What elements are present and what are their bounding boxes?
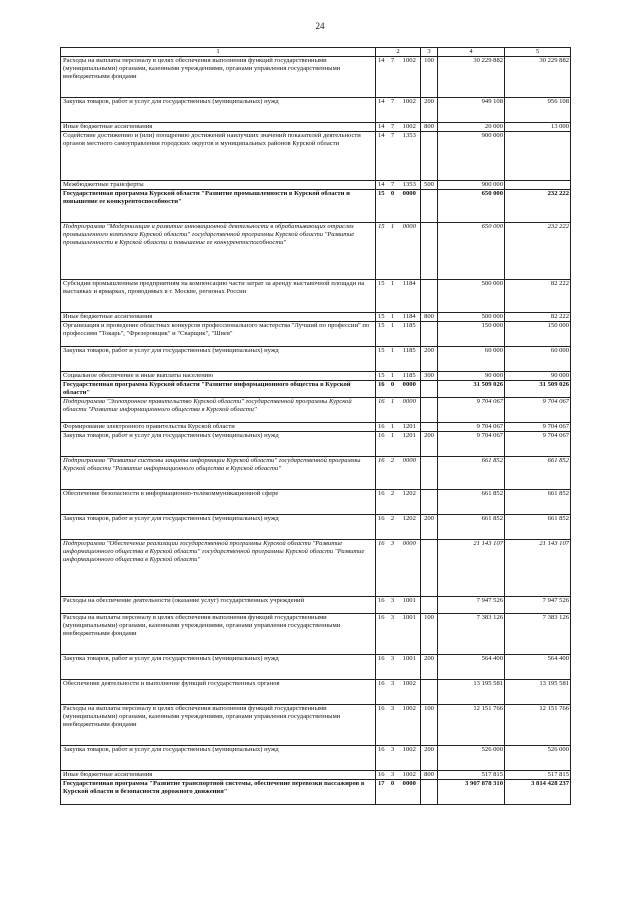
row-code-section: 15 — [376, 347, 387, 372]
row-amount-1: 31 509 026 — [438, 381, 505, 398]
row-code-subsection: 1 — [387, 280, 399, 313]
row-code-item: 0000 — [399, 540, 421, 597]
row-name: Подпрограмма "Электронное правительство Курской области" государственной программы Курской области "Развитие информационного общества в Курской области" — [61, 398, 376, 423]
row-code-section: 16 — [376, 515, 387, 540]
row-expense-type — [421, 680, 438, 705]
row-amount-2 — [505, 181, 571, 190]
row-expense-type — [421, 223, 438, 280]
row-name: Иные бюджетные ассигнования — [61, 313, 376, 322]
row-code-section: 16 — [376, 381, 387, 398]
row-code-subsection: 1 — [387, 347, 399, 372]
row-expense-type — [421, 381, 438, 398]
row-name: Расходы на выплаты персоналу в целях обеспечения выполнения функций государственными (муниципальными) органами, казенными учреждениями, органами управления государственными внебюджетными фондами — [61, 614, 376, 655]
row-amount-1: 500 000 — [438, 280, 505, 313]
row-amount-2: 7 947 526 — [505, 597, 571, 614]
budget-table — [60, 47, 571, 805]
row-code-item: 0000 — [399, 223, 421, 280]
row-amount-1: 564 400 — [438, 655, 505, 680]
row-code-section: 15 — [376, 322, 387, 347]
row-expense-type: 800 — [421, 771, 438, 780]
row-expense-type — [421, 457, 438, 490]
row-code-item: 1185 — [399, 322, 421, 347]
row-name: Обеспечение деятельности и выполнение функций государственных органов — [61, 680, 376, 705]
row-code-subsection: 3 — [387, 614, 399, 655]
row-name: Закупка товаров, работ и услуг для государственных (муниципальных) нужд — [61, 432, 376, 457]
row-code-subsection: 7 — [387, 123, 399, 132]
row-amount-2: 30 229 882 — [505, 57, 571, 98]
row-amount-1: 13 195 581 — [438, 680, 505, 705]
row-amount-2: 82 222 — [505, 313, 571, 322]
table-row — [61, 123, 571, 132]
row-code-subsection: 3 — [387, 705, 399, 746]
row-code-item: 1201 — [399, 432, 421, 457]
row-code-subsection: 3 — [387, 597, 399, 614]
row-code-item: 1002 — [399, 771, 421, 780]
row-code-subsection: 3 — [387, 680, 399, 705]
row-name: Государственная программа Курской области "Развитие промышленности в Курской области и повышение ее конкурентоспособности" — [61, 190, 376, 223]
row-code-item: 1001 — [399, 655, 421, 680]
row-code-subsection: 1 — [387, 322, 399, 347]
table-row — [61, 398, 571, 423]
table-row — [61, 57, 571, 98]
row-code-item: 1002 — [399, 123, 421, 132]
row-amount-1: 3 907 878 310 — [438, 780, 505, 805]
row-code-section: 16 — [376, 432, 387, 457]
row-code-subsection: 1 — [387, 372, 399, 381]
row-code-section: 15 — [376, 372, 387, 381]
row-code-section: 14 — [376, 132, 387, 181]
row-expense-type — [421, 280, 438, 313]
row-name: Обеспечение безопасности в информационно-телекоммуникационной сфере — [61, 490, 376, 515]
row-name: Межбюджетные трансферты — [61, 181, 376, 190]
row-code-item: 1002 — [399, 680, 421, 705]
row-name: Подпрограмма "Обеспечение реализации государственной программы Курской области "Развитие информационного общества в Курской области" государственной программы Курской области "Развитие информационного общества в Курской области" — [61, 540, 376, 597]
row-code-item: 1201 — [399, 423, 421, 432]
row-amount-1: 661 852 — [438, 515, 505, 540]
row-amount-2: 232 222 — [505, 190, 571, 223]
row-code-subsection: 2 — [387, 515, 399, 540]
row-name: Закупка товаров, работ и услуг для государственных (муниципальных) нужд — [61, 515, 376, 540]
row-expense-type: 500 — [421, 181, 438, 190]
column-number-5: 5 — [505, 48, 571, 57]
row-code-section: 16 — [376, 771, 387, 780]
row-expense-type — [421, 322, 438, 347]
row-amount-1: 9 704 067 — [438, 423, 505, 432]
row-amount-2: 82 222 — [505, 280, 571, 313]
row-code-subsection: 1 — [387, 432, 399, 457]
row-code-section: 17 — [376, 780, 387, 805]
row-expense-type: 200 — [421, 432, 438, 457]
column-number-1: 1 — [61, 48, 376, 57]
row-amount-1: 7 947 526 — [438, 597, 505, 614]
row-code-item: 0000 — [399, 457, 421, 490]
row-amount-1: 12 151 766 — [438, 705, 505, 746]
row-code-section: 16 — [376, 655, 387, 680]
table-row — [61, 132, 571, 181]
row-code-item: 1002 — [399, 98, 421, 123]
row-code-item: 1184 — [399, 280, 421, 313]
row-amount-2: 90 000 — [505, 372, 571, 381]
row-code-section: 15 — [376, 223, 387, 280]
row-code-subsection: 2 — [387, 457, 399, 490]
table-row — [61, 515, 571, 540]
row-code-section: 14 — [376, 98, 387, 123]
row-code-item: 1001 — [399, 597, 421, 614]
row-amount-2: 3 814 428 237 — [505, 780, 571, 805]
row-expense-type: 800 — [421, 313, 438, 322]
table-row — [61, 313, 571, 322]
row-code-subsection: 3 — [387, 746, 399, 771]
row-amount-2: 12 151 766 — [505, 705, 571, 746]
column-number-4: 4 — [438, 48, 505, 57]
row-code-section: 16 — [376, 705, 387, 746]
row-code-subsection: 2 — [387, 490, 399, 515]
row-name: Государственная программа "Развитие транспортной системы, обеспечение перевозки пассажиров в Курской области и безопасности дорожного движения" — [61, 780, 376, 805]
row-expense-type: 200 — [421, 98, 438, 123]
row-code-item: 0000 — [399, 780, 421, 805]
row-expense-type: 200 — [421, 515, 438, 540]
row-name: Иные бюджетные ассигнования — [61, 771, 376, 780]
row-code-subsection: 0 — [387, 381, 399, 398]
table-row — [61, 680, 571, 705]
row-expense-type: 200 — [421, 347, 438, 372]
row-code-item: 1002 — [399, 746, 421, 771]
row-expense-type: 100 — [421, 705, 438, 746]
row-code-section: 15 — [376, 280, 387, 313]
row-code-subsection: 0 — [387, 190, 399, 223]
table-row — [61, 705, 571, 746]
row-code-section: 14 — [376, 123, 387, 132]
row-code-item: 0000 — [399, 381, 421, 398]
row-code-section: 14 — [376, 181, 387, 190]
row-code-item: 0000 — [399, 398, 421, 423]
row-code-item: 1185 — [399, 347, 421, 372]
row-expense-type: 300 — [421, 372, 438, 381]
row-amount-2: 661 852 — [505, 515, 571, 540]
column-number-row — [61, 48, 571, 57]
table-body — [61, 48, 571, 805]
row-amount-2: 564 400 — [505, 655, 571, 680]
row-code-section: 16 — [376, 746, 387, 771]
row-expense-type: 200 — [421, 746, 438, 771]
table-row — [61, 381, 571, 398]
row-code-item: 1353 — [399, 181, 421, 190]
row-expense-type — [421, 540, 438, 597]
row-code-subsection: 7 — [387, 57, 399, 98]
row-amount-1: 30 229 882 — [438, 57, 505, 98]
row-code-section: 15 — [376, 190, 387, 223]
row-code-item: 1353 — [399, 132, 421, 181]
row-amount-1: 900 000 — [438, 181, 505, 190]
row-amount-1: 517 815 — [438, 771, 505, 780]
row-code-subsection: 7 — [387, 132, 399, 181]
column-number-3: 3 — [421, 48, 438, 57]
row-name: Закупка товаров, работ и услуг для государственных (муниципальных) нужд — [61, 347, 376, 372]
table-row — [61, 181, 571, 190]
table-row — [61, 771, 571, 780]
row-code-item: 1001 — [399, 614, 421, 655]
row-code-subsection: 7 — [387, 98, 399, 123]
row-amount-1: 661 852 — [438, 457, 505, 490]
row-amount-1: 9 704 067 — [438, 398, 505, 423]
row-expense-type: 100 — [421, 614, 438, 655]
row-code-section: 14 — [376, 57, 387, 98]
row-code-item: 0000 — [399, 190, 421, 223]
row-expense-type: 100 — [421, 57, 438, 98]
row-amount-2: 150 000 — [505, 322, 571, 347]
row-code-item: 1185 — [399, 372, 421, 381]
row-amount-1: 500 000 — [438, 313, 505, 322]
row-code-subsection: 1 — [387, 423, 399, 432]
row-code-subsection: 1 — [387, 313, 399, 322]
row-amount-1: 650 000 — [438, 190, 505, 223]
row-amount-2: 661 852 — [505, 490, 571, 515]
row-code-section: 16 — [376, 423, 387, 432]
row-code-subsection: 1 — [387, 223, 399, 280]
row-expense-type — [421, 490, 438, 515]
row-code-item: 1202 — [399, 515, 421, 540]
row-code-subsection: 1 — [387, 398, 399, 423]
row-expense-type — [421, 190, 438, 223]
row-expense-type: 800 — [421, 123, 438, 132]
row-amount-2 — [505, 132, 571, 181]
row-amount-1: 661 852 — [438, 490, 505, 515]
row-amount-2: 232 222 — [505, 223, 571, 280]
row-amount-2: 31 509 026 — [505, 381, 571, 398]
row-amount-2: 13 000 — [505, 123, 571, 132]
row-amount-1: 7 383 126 — [438, 614, 505, 655]
row-amount-1: 526 000 — [438, 746, 505, 771]
table-row — [61, 347, 571, 372]
row-amount-1: 20 000 — [438, 123, 505, 132]
column-number-2: 2 — [376, 48, 421, 57]
row-amount-1: 150 000 — [438, 322, 505, 347]
table-row — [61, 190, 571, 223]
row-amount-1: 900 000 — [438, 132, 505, 181]
page-number: 24 — [315, 21, 325, 31]
row-code-subsection: 7 — [387, 181, 399, 190]
table-row — [61, 597, 571, 614]
row-name: Подпрограмма "Модернизация и развитие инновационной деятельности в обрабатывающих отраслях промышленного комплекса Курской области" государственной программы Курской области "Развитие промышленности в Курской области и повышение ее конкурентоспособности" — [61, 223, 376, 280]
table-row — [61, 280, 571, 313]
table-row — [61, 457, 571, 490]
row-code-section: 16 — [376, 457, 387, 490]
row-expense-type — [421, 398, 438, 423]
row-amount-1: 60 000 — [438, 347, 505, 372]
row-name: Закупка товаров, работ и услуг для государственных (муниципальных) нужд — [61, 98, 376, 123]
row-code-subsection: 3 — [387, 771, 399, 780]
row-amount-2: 7 383 126 — [505, 614, 571, 655]
row-name: Расходы на выплаты персоналу в целях обеспечения выполнения функций государственными (муниципальными) органами, казенными учреждениями, органами управления государственными внебюджетными фондами — [61, 705, 376, 746]
row-code-item: 1002 — [399, 705, 421, 746]
table-row — [61, 614, 571, 655]
row-code-subsection: 3 — [387, 655, 399, 680]
row-expense-type — [421, 423, 438, 432]
row-name: Содействие достижению и (или) поощрению достижений наилучших значений показателей деятельности органов местного самоуправления городских округов и муниципальных районов Курской области — [61, 132, 376, 181]
row-amount-2: 661 852 — [505, 457, 571, 490]
row-amount-2: 9 704 067 — [505, 398, 571, 423]
row-amount-2: 9 704 067 — [505, 432, 571, 457]
table-row — [61, 372, 571, 381]
row-code-section: 16 — [376, 490, 387, 515]
row-code-section: 15 — [376, 313, 387, 322]
table-row — [61, 655, 571, 680]
row-name: Закупка товаров, работ и услуг для государственных (муниципальных) нужд — [61, 746, 376, 771]
row-code-item: 1184 — [399, 313, 421, 322]
row-amount-1: 9 704 067 — [438, 432, 505, 457]
row-amount-2: 526 000 — [505, 746, 571, 771]
row-expense-type: 200 — [421, 655, 438, 680]
row-amount-2: 60 000 — [505, 347, 571, 372]
row-name: Закупка товаров, работ и услуг для государственных (муниципальных) нужд — [61, 655, 376, 680]
row-amount-2: 13 195 581 — [505, 680, 571, 705]
row-code-section: 16 — [376, 597, 387, 614]
row-code-section: 16 — [376, 540, 387, 597]
row-code-item: 1202 — [399, 490, 421, 515]
row-amount-2: 9 704 067 — [505, 423, 571, 432]
table-row — [61, 223, 571, 280]
table-row — [61, 490, 571, 515]
row-expense-type — [421, 780, 438, 805]
row-name: Иные бюджетные ассигнования — [61, 123, 376, 132]
row-name: Подпрограмма "Развитие системы защиты информации Курской области" государственной программы Курской области "Развитие информационного общества в Курской области" — [61, 457, 376, 490]
table-row — [61, 746, 571, 771]
row-code-item: 1002 — [399, 57, 421, 98]
row-amount-1: 90 000 — [438, 372, 505, 381]
row-amount-1: 21 143 107 — [438, 540, 505, 597]
row-code-section: 16 — [376, 398, 387, 423]
row-code-subsection: 3 — [387, 540, 399, 597]
row-name: Государственная программа Курской области "Развитие информационного общества в Курской области" — [61, 381, 376, 398]
row-amount-2: 21 143 107 — [505, 540, 571, 597]
table-row — [61, 540, 571, 597]
row-expense-type — [421, 597, 438, 614]
table-row — [61, 780, 571, 805]
row-name: Расходы на выплаты персоналу в целях обеспечения выполнения функций государственными (муниципальными) органами, казенными учреждениями, органами управления государственными внебюджетными фондами — [61, 57, 376, 98]
row-expense-type — [421, 132, 438, 181]
row-name: Расходы на обеспечение деятельности (оказание услуг) государственных учреждений — [61, 597, 376, 614]
table-row — [61, 98, 571, 123]
row-name: Организация и проведение областных конкурсов профессионального мастерства "Лучший по профессии" по профессиям "Токарь", "Фрезеровщик" и "Сварщик", "Швея" — [61, 322, 376, 347]
table-row — [61, 322, 571, 347]
row-amount-1: 949 108 — [438, 98, 505, 123]
row-code-subsection: 0 — [387, 780, 399, 805]
row-code-section: 16 — [376, 680, 387, 705]
row-amount-2: 956 108 — [505, 98, 571, 123]
row-amount-1: 650 000 — [438, 223, 505, 280]
table-row — [61, 432, 571, 457]
row-name: Субсидии промышленным предприятиям на компенсацию части затрат за аренду выставочной площади на выставках и ярмарках, проводимых в г. Москве, регионах России — [61, 280, 376, 313]
row-name: Социальное обеспечение и иные выплаты населению — [61, 372, 376, 381]
row-name: Формирование электронного правительства Курской области — [61, 423, 376, 432]
row-amount-2: 517 815 — [505, 771, 571, 780]
row-code-section: 16 — [376, 614, 387, 655]
table-row — [61, 423, 571, 432]
